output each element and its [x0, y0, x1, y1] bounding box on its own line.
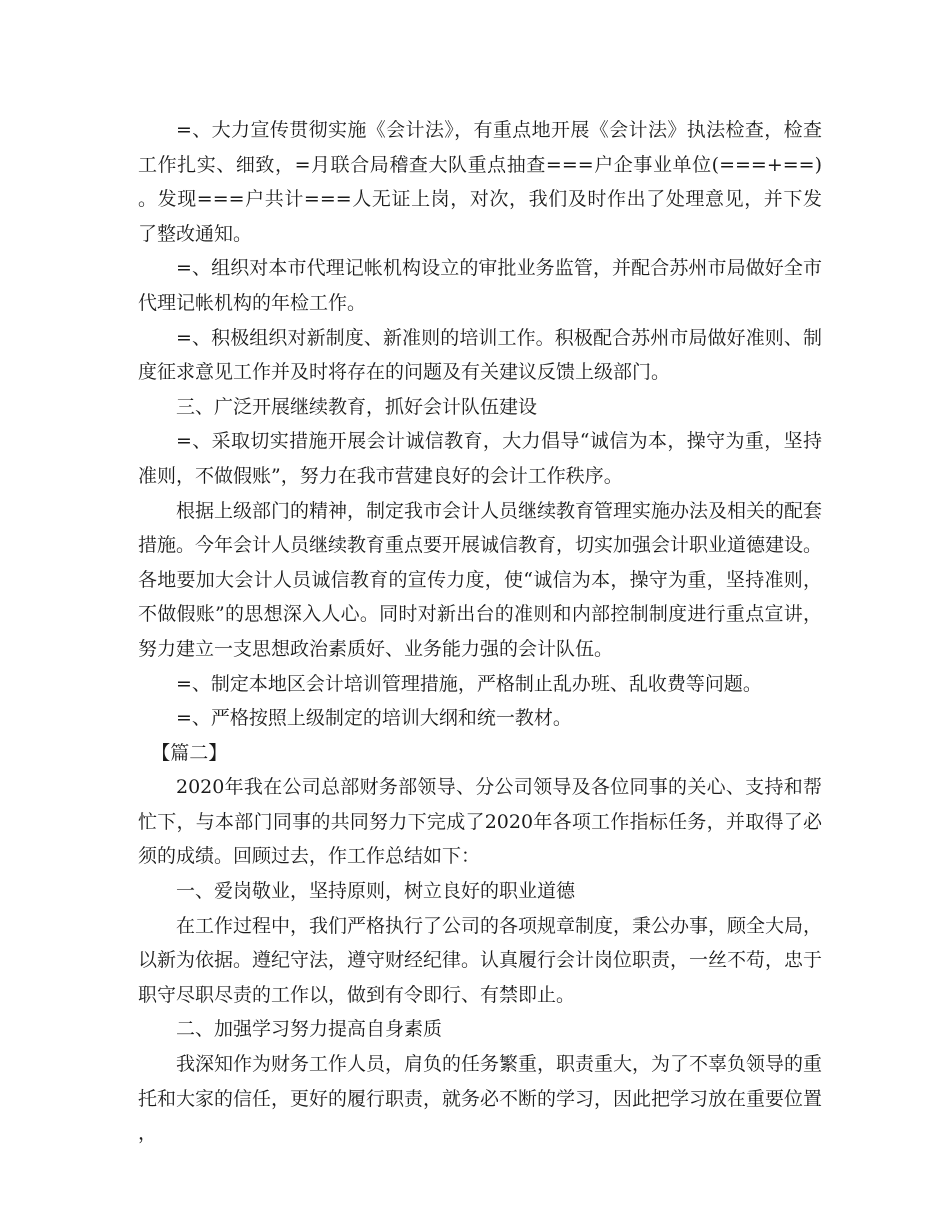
part-heading: 【篇二】	[151, 741, 228, 764]
paragraph: =、严格按照上级制定的培训大纲和统一教材。	[176, 707, 572, 730]
paragraph: =、组织对本市代理记帐机构设立的审批业务监管，并配合苏州市局做好全市代理记帐机构的年检工作。	[138, 257, 822, 314]
paragraph: =、大力宣传贯彻实施《会计法》，有重点地开展《会计法》执法检查，检查工作扎实、细致，=月联合局稽查大队重点抽查===户企事业单位(===+==)。发现===户共计===人无证上岗，对次，我们及时作出了处理意见，并下发了整改通知。	[138, 119, 822, 245]
paragraph: 2020年我在公司总部财务部领导、分公司领导及各位同事的关心、支持和帮忙下，与本部门同事的共同努力下完成了2020年各项工作指标任务，并取得了必须的成绩。回顾过去，作工作总结如下：	[138, 776, 822, 868]
paragraph: 根据上级部门的精神，制定我市会计人员继续教育管理实施办法及相关的配套措施。今年会计人员继续教育重点要开展诚信教育，切实加强会计职业道德建设。各地要加大会计人员诚信教育的宣传力度，使“诚信为本，操守为重，坚持准则，不做假账”的思想深入人心。同时对新出台的准则和内部控制制度进行重点宣讲，努力建立一支思想政治素质好、业务能力强的会计队伍。	[138, 499, 823, 660]
paragraph: =、积极组织对新制度、新准则的培训工作。积极配合苏州市局做好准则、制度征求意见工作并及时将存在的问题及有关建议反馈上级部门。	[138, 326, 822, 384]
paragraph: 我深知作为财务工作人员，肩负的任务繁重，职责重大，为了不辜负领导的重托和大家的信任，更好的履行职责，就务必不断的学习，因此把学习放在重要位置，	[138, 1053, 823, 1145]
paragraph: =、采取切实措施开展会计诚信教育，大力倡导“诚信为本，操守为重，坚持准则，不做假账”，努力在我市营建良好的会计工作秩序。	[138, 430, 822, 487]
section-heading: 一、爱岗敬业，坚持原则，树立良好的职业道德	[176, 880, 576, 903]
paragraph: =、制定本地区会计培训管理措施，严格制止乱办班、乱收费等问题。	[176, 672, 762, 695]
document-body	[138, 113, 822, 1151]
paragraph: 在工作过程中，我们严格执行了公司的各项规章制度，秉公办事，顾全大局，以新为依据。遵纪守法，遵守财经纪律。认真履行会计岗位职责，一丝不苟，忠于职守尽职尽责的工作以，做到有令即行、有禁即止。	[138, 914, 823, 1006]
section-heading: 二、加强学习努力提高自身素质	[176, 1018, 443, 1041]
section-heading: 三、广泛开展继续教育，抓好会计队伍建设	[176, 395, 538, 418]
